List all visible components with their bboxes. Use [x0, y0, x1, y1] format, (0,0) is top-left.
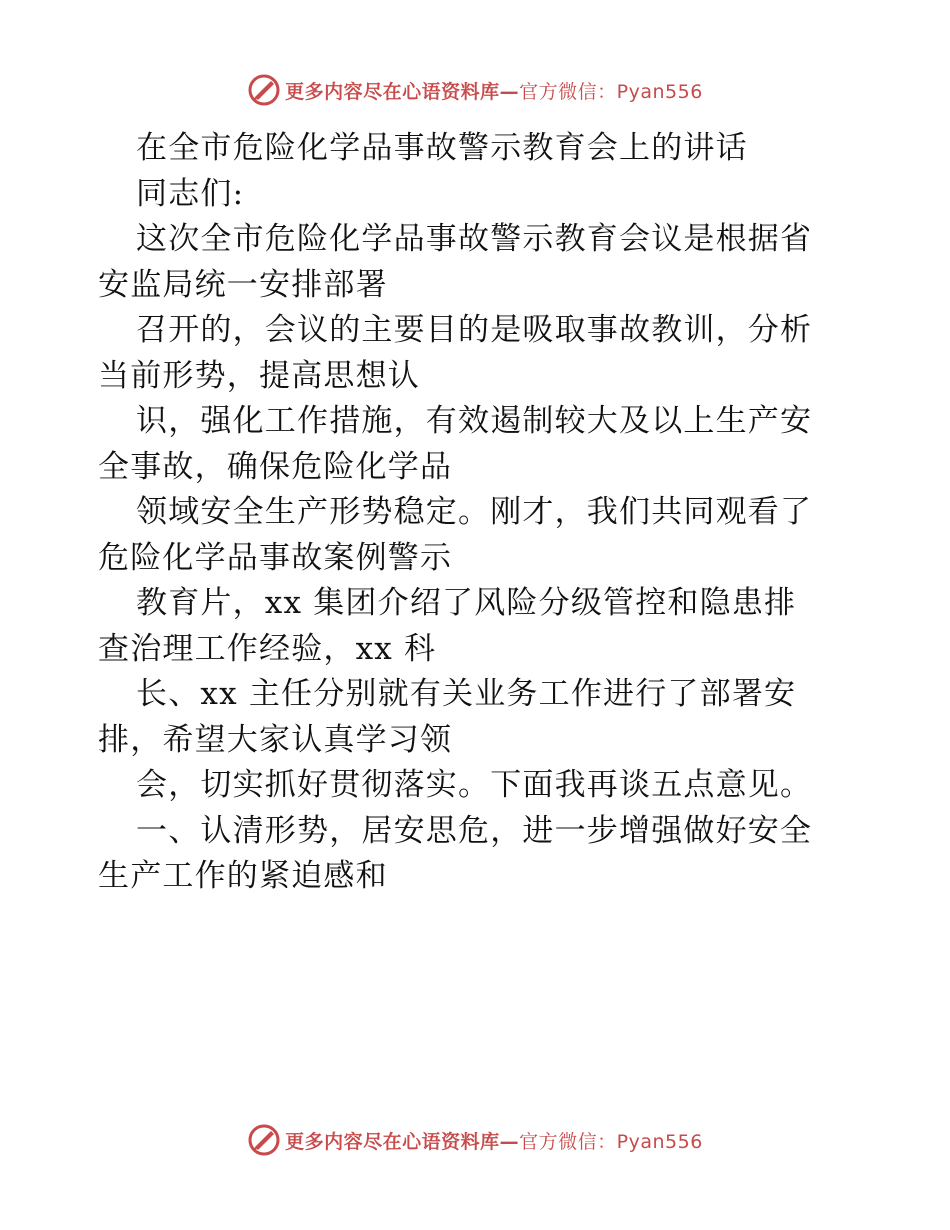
pen-logo-icon [247, 73, 281, 107]
body-line: 教育片，xx 集团介绍了风险分级管控和隐患排 [136, 585, 797, 621]
header-separator: — [499, 80, 520, 103]
body-line: 当前形势，提高思想认 [98, 357, 420, 394]
header-contact-text: 官方微信：Pyan556 [519, 80, 703, 103]
body-line: 全事故，确保危险化学品 [98, 448, 453, 485]
body-line: 安监局统一安排部署 [98, 266, 388, 303]
body-line: 召开的，会议的主要目的是吸取事故教训，分析 [136, 312, 813, 348]
body-line: 危险化学品事故案例警示 [98, 539, 453, 576]
section-heading-line: 一、认清形势，居安思危，进一步增强做好安全 [136, 812, 813, 849]
document-body [98, 126, 858, 900]
salutation: 同志们: [136, 175, 245, 212]
header-watermark-banner [0, 70, 950, 110]
document-title: 在全市危险化学品事故警示教育会上的讲话 [136, 130, 748, 166]
body-line: 领域安全生产形势稳定。刚才，我们共同观看了 [136, 494, 813, 530]
header-site-text: 更多内容尽在心语资料库 [285, 80, 500, 103]
footer-separator: — [499, 1130, 520, 1153]
body-line: 查治理工作经验，xx 科 [98, 630, 437, 667]
footer-watermark-banner [0, 1120, 950, 1160]
body-line: 生产工作的紧迫感和 [98, 858, 388, 894]
body-line: 会，切实抓好贯彻落实。下面我再谈五点意见。 [136, 767, 813, 803]
footer-site-text: 更多内容尽在心语资料库 [285, 1130, 500, 1153]
footer-contact-text: 官方微信：Pyan556 [519, 1130, 703, 1153]
pen-logo-icon [247, 1123, 281, 1157]
body-line: 长、xx 主任分别就有关业务工作进行了部署安 [136, 676, 797, 712]
body-line: 这次全市危险化学品事故警示教育会议是根据省 [136, 221, 813, 257]
body-line: 排，希望大家认真学习领 [98, 721, 453, 758]
body-line: 识，强化工作措施，有效遏制较大及以上生产安 [136, 403, 813, 439]
